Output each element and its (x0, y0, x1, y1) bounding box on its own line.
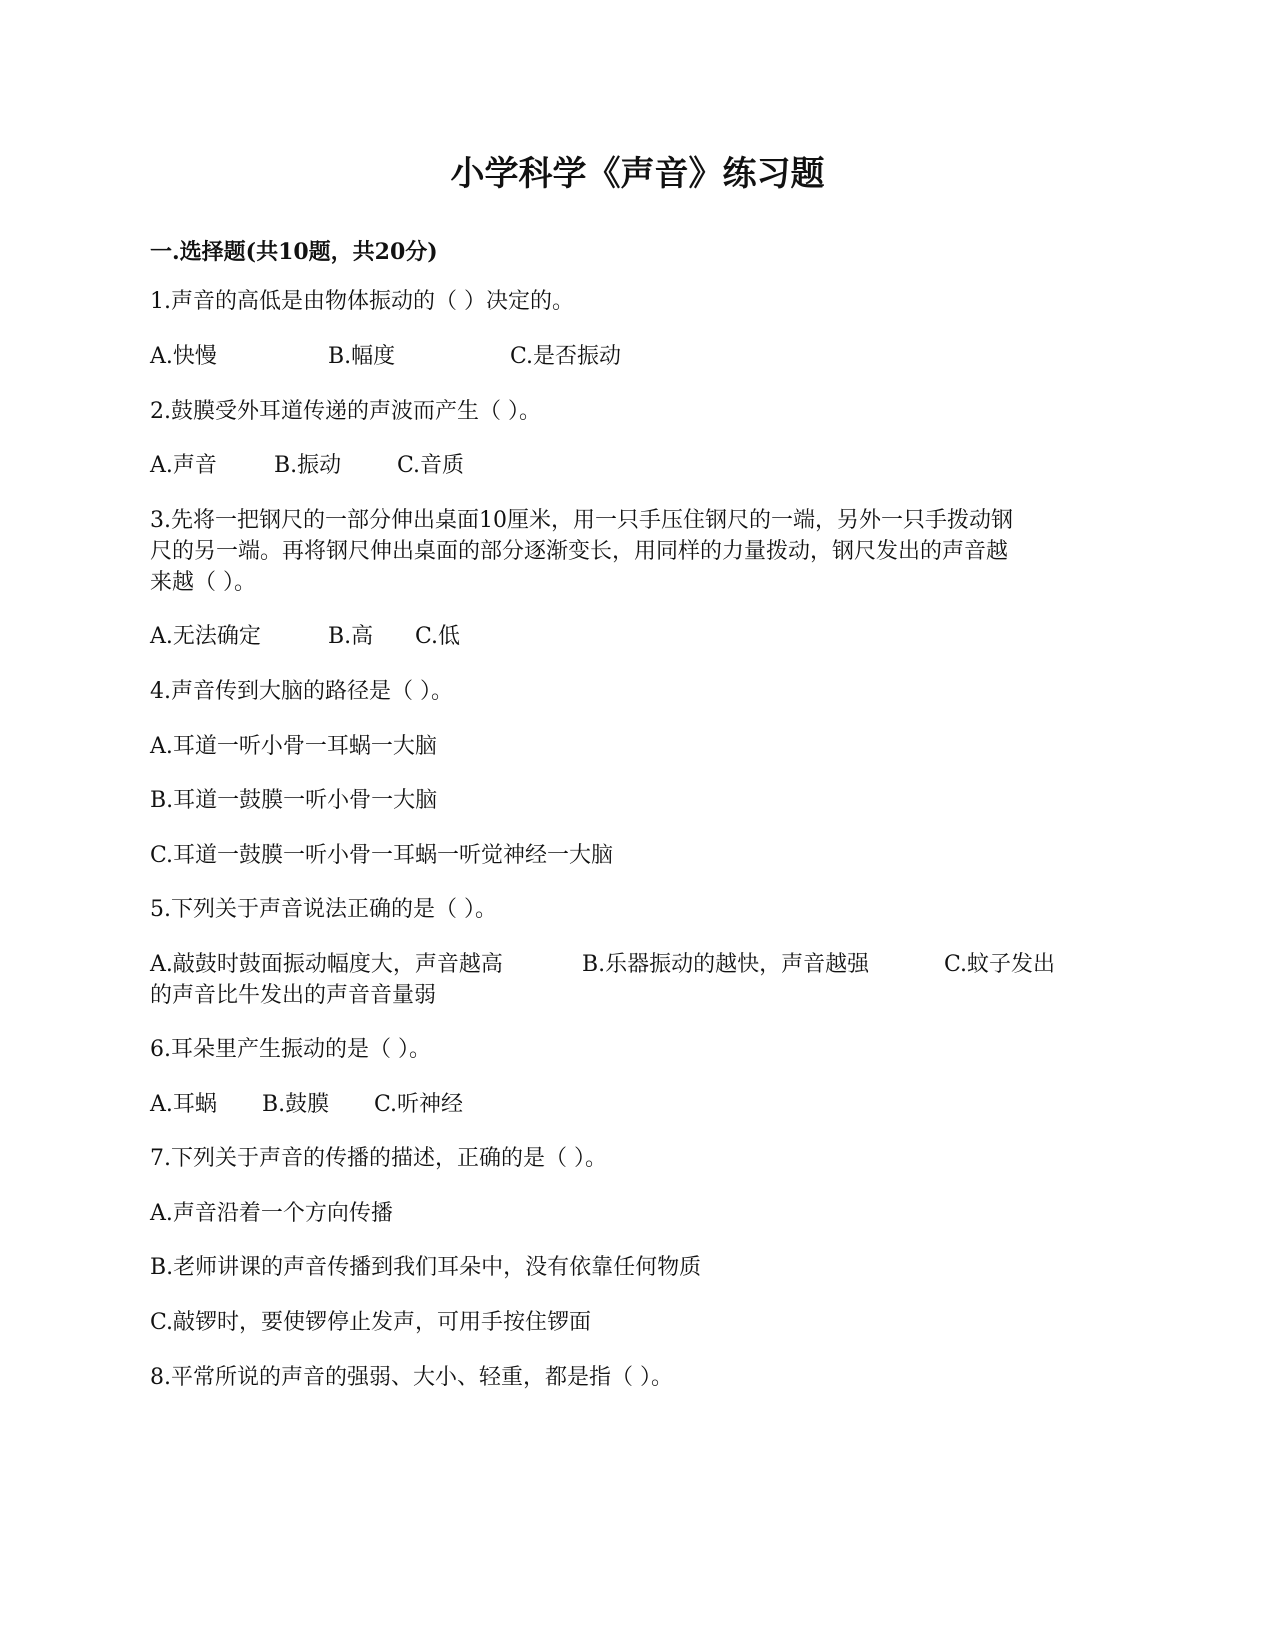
question-8-stem: 8.平常所说的声音的强弱、大小、轻重，都是指（ ）。 (150, 1365, 673, 1390)
question-5-stem: 5.下列关于声音说法正确的是（ ）。 (150, 897, 497, 922)
question-7-option-b: B.老师讲课的声音传播到我们耳朵中，没有依靠任何物质 (150, 1255, 702, 1280)
question-7-option-a: A.声音沿着一个方向传播 (150, 1201, 393, 1226)
option-a: A.声音 (150, 453, 217, 478)
question-3-stem-line-3: 来越（ ）。 (150, 570, 256, 595)
option-b: B.幅度 (328, 344, 396, 369)
section-heading: 一.选择题(共10题，共20分) (150, 239, 438, 265)
option-c: C.音质 (397, 453, 465, 478)
option-c: C.低 (415, 624, 461, 649)
question-3-stem-line-1: 3.先将一把钢尺的一部分伸出桌面10厘米，用一只手压住钢尺的一端，另外一只手拨动钢 (150, 508, 1013, 533)
question-3-options (150, 621, 1130, 653)
option-b: B.鼓膜 (262, 1092, 330, 1117)
option-c: C.听神经 (374, 1092, 464, 1117)
option-c: C.是否振动 (510, 344, 622, 369)
question-7-stem: 7.下列关于声音的传播的描述，正确的是（ ）。 (150, 1146, 607, 1171)
question-7-option-c: C.敲锣时，要使锣停止发声，可用手按住锣面 (150, 1310, 592, 1335)
question-2-stem: 2.鼓膜受外耳道传递的声波而产生（ ）。 (150, 399, 541, 424)
option-b: B.乐器振动的越快，声音越强 (582, 952, 870, 977)
question-6-stem: 6.耳朵里产生振动的是（ ）。 (150, 1037, 431, 1062)
option-a: A.敲鼓时鼓面振动幅度大，声音越高 (150, 952, 503, 977)
question-2-options (150, 450, 1130, 482)
option-a: A.快慢 (150, 344, 217, 369)
question-1-options (150, 341, 1130, 373)
question-4-stem: 4.声音传到大脑的路径是（ ）。 (150, 679, 453, 704)
question-4-option-c: C.耳道一鼓膜一听小骨一耳蜗一听觉神经一大脑 (150, 843, 614, 868)
option-b: B.振动 (274, 453, 342, 478)
option-a: A.无法确定 (150, 624, 261, 649)
question-4-option-a: A.耳道一听小骨一耳蜗一大脑 (150, 734, 437, 759)
question-6-options (150, 1089, 1130, 1121)
question-4-option-b: B.耳道一鼓膜一听小骨一大脑 (150, 788, 438, 813)
question-5-options-line-1 (150, 949, 1130, 981)
page-title: 小学科学《声音》练习题 (450, 154, 825, 194)
question-1-stem: 1.声音的高低是由物体振动的（ ）决定的。 (150, 289, 574, 314)
question-3-stem-line-2: 尺的另一端。再将钢尺伸出桌面的部分逐渐变长，用同样的力量拨动，钢尺发出的声音越 (150, 539, 1009, 564)
option-c: C.蚊子发出 (944, 952, 1056, 977)
question-5-options-line-2: 的声音比牛发出的声音音量弱 (150, 983, 437, 1008)
option-b: B.高 (328, 624, 374, 649)
option-a: A.耳蜗 (150, 1092, 217, 1117)
